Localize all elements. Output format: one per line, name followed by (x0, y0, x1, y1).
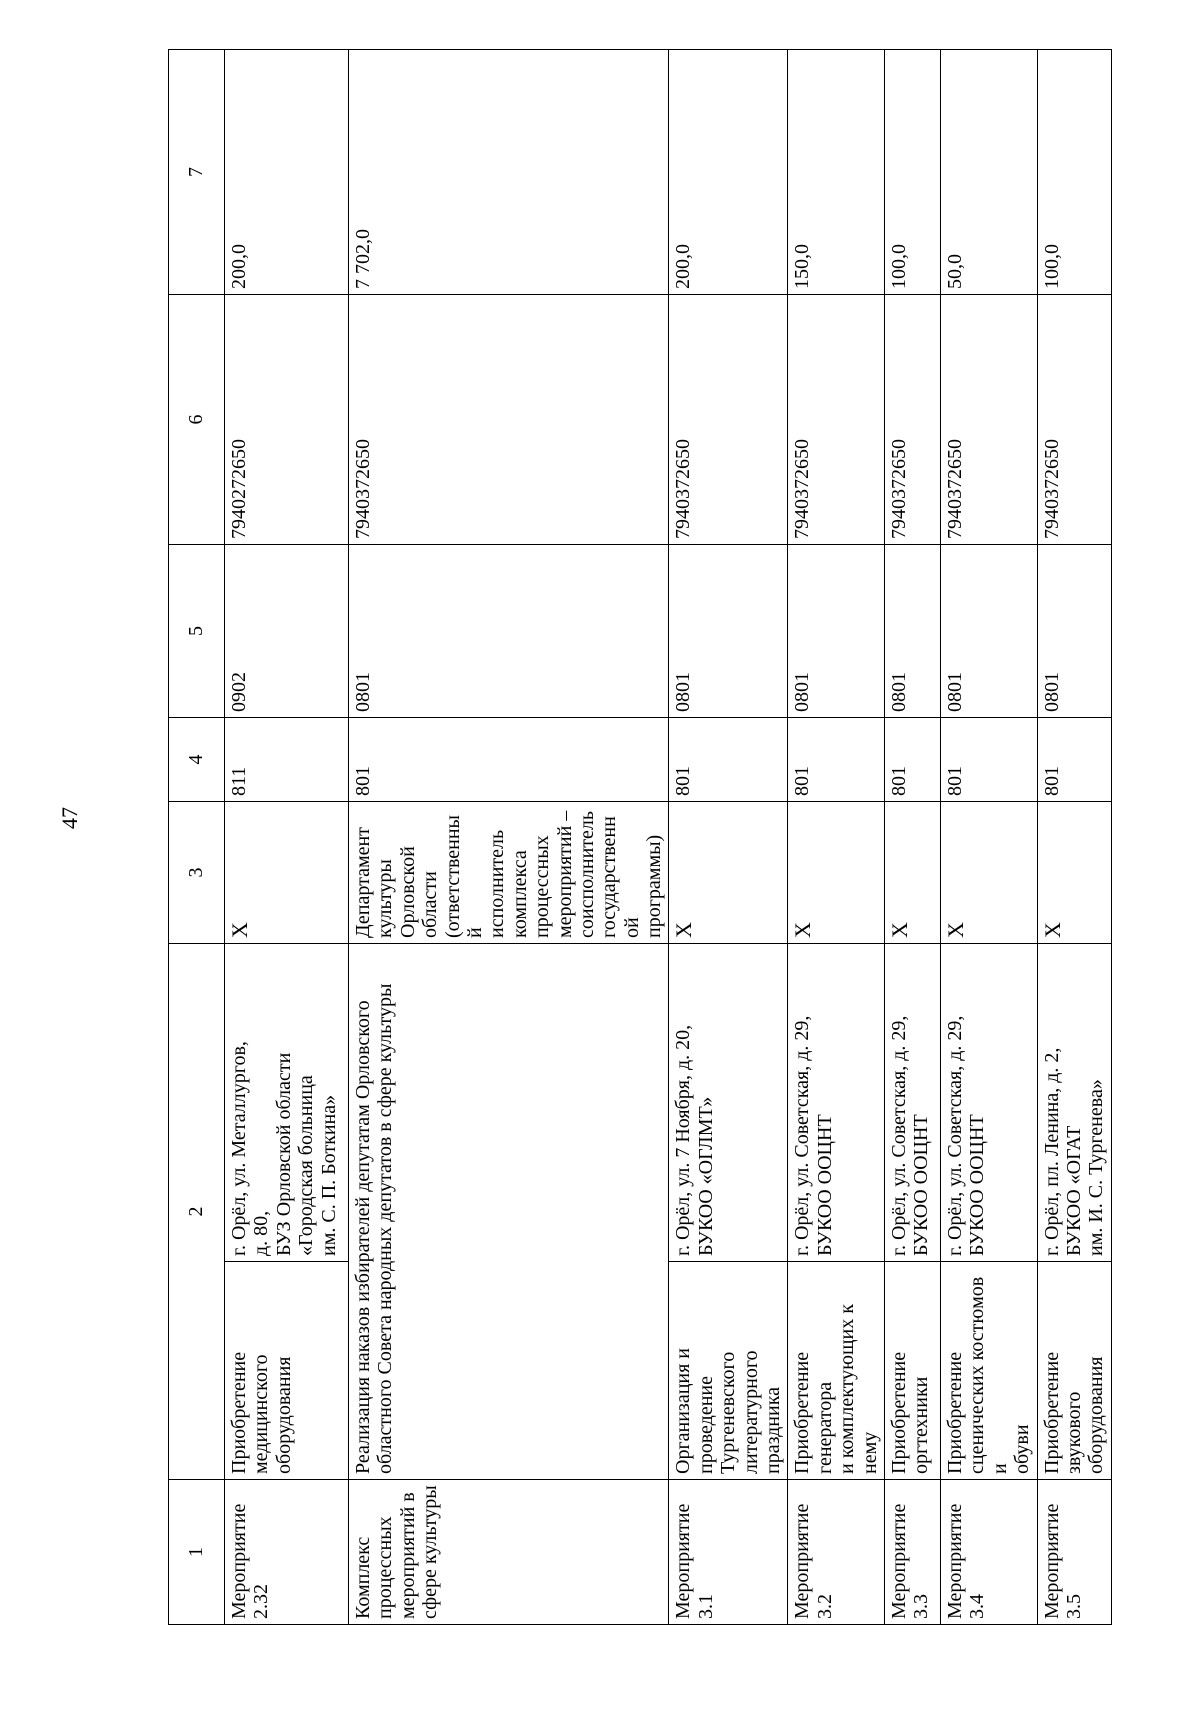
measure-address: г. Орёл, ул. Советская, д. 29, БУКОО ООЦНТ (884, 944, 940, 1262)
code-4: 811 (225, 718, 349, 802)
code-4: 801 (940, 718, 1037, 802)
code-5: 0801 (1037, 545, 1111, 718)
code-4: 801 (669, 718, 788, 802)
measure-description: Приобретение генератора и комплектующих к нему (788, 1262, 885, 1480)
measure-address: г. Орёл, ул. Советская, д. 29, БУКОО ООЦНТ (940, 944, 1037, 1262)
amount: 200,0 (669, 50, 788, 295)
measure-description: Приобретение оргтехники (884, 1262, 940, 1480)
measure-address: г. Орёл, ул. Металлургов, д. 80, БУЗ Орловской области «Городская больница им. С. П. Боткина» (225, 944, 349, 1262)
code-6: 7940372650 (349, 295, 669, 545)
header-row (169, 50, 225, 1625)
code-5: 0801 (788, 545, 885, 718)
code-4: 801 (1037, 718, 1111, 802)
code-4: 801 (788, 718, 885, 802)
code-6: 7940372650 (940, 295, 1037, 545)
measure-description: Приобретение звукового оборудования (1037, 1262, 1111, 1480)
measure-description: Приобретение медицинского оборудования (225, 1262, 349, 1480)
header-col-5: 5 (169, 545, 225, 718)
code-6: 7940372650 (669, 295, 788, 545)
table-row (940, 50, 1037, 1625)
code-6: 7940272650 (225, 295, 349, 545)
table-row (349, 50, 669, 1625)
measure-name: Мероприятие 3.2 (788, 1480, 885, 1625)
measure-name: Мероприятие 3.1 (669, 1480, 788, 1625)
measure-name: Мероприятие 3.5 (1037, 1480, 1111, 1625)
table-row (225, 50, 349, 1625)
code-4: 801 (349, 718, 669, 802)
program-table (168, 49, 1112, 1625)
table-row (669, 50, 788, 1625)
code-5: 0801 (940, 545, 1037, 718)
executor: X (225, 802, 349, 944)
executor: Департамент культуры Орловской области (ответственный исполнитель комплекса процессных мероприятий – соисполнитель государственной программы) (349, 802, 669, 944)
code-5: 0902 (225, 545, 349, 718)
executor: X (940, 802, 1037, 944)
rotated-page (168, 50, 1108, 1625)
measure-address: г. Орёл, ул. 7 Ноября, д. 20, БУКОО «ОГЛМТ» (669, 944, 788, 1262)
table-row (1037, 50, 1111, 1625)
measure-name: Мероприятие 3.3 (884, 1480, 940, 1625)
amount: 200,0 (225, 50, 349, 295)
header-col-7: 7 (169, 50, 225, 295)
page-number: 47 (57, 807, 82, 829)
code-4: 801 (884, 718, 940, 802)
header-col-1: 1 (169, 1480, 225, 1625)
executor: X (884, 802, 940, 944)
amount: 150,0 (788, 50, 885, 295)
code-5: 0801 (884, 545, 940, 718)
amount: 100,0 (884, 50, 940, 295)
measure-description: Приобретение сценических костюмов и обуви (940, 1262, 1037, 1480)
measure-description: Реализация наказов избирателей депутатам Орловского областного Совета народных депутатов в сфере культуры (349, 944, 669, 1480)
amount: 50,0 (940, 50, 1037, 295)
executor: X (669, 802, 788, 944)
header-col-6: 6 (169, 295, 225, 545)
header-col-2: 2 (169, 944, 225, 1480)
executor: X (1037, 802, 1111, 944)
header-col-3: 3 (169, 802, 225, 944)
measure-name: Мероприятие 3.4 (940, 1480, 1037, 1625)
measure-name: Мероприятие 2.32 (225, 1480, 349, 1625)
code-6: 7940372650 (788, 295, 885, 545)
amount: 7 702,0 (349, 50, 669, 295)
measure-address: г. Орёл, ул. Советская, д. 29, БУКОО ООЦНТ (788, 944, 885, 1262)
table-row (788, 50, 885, 1625)
code-6: 7940372650 (1037, 295, 1111, 545)
measure-description: Организация и проведение Тургеневского литературного праздника (669, 1262, 788, 1480)
code-6: 7940372650 (884, 295, 940, 545)
executor: X (788, 802, 885, 944)
measure-name: Комплекс процессных мероприятий в сфере культуры (349, 1480, 669, 1625)
code-5: 0801 (349, 545, 669, 718)
header-col-4: 4 (169, 718, 225, 802)
measure-address: г. Орёл, пл. Ленина, д. 2, БУКОО «ОГАТ им. И. С. Тургенева» (1037, 944, 1111, 1262)
amount: 100,0 (1037, 50, 1111, 295)
code-5: 0801 (669, 545, 788, 718)
table-row (884, 50, 940, 1625)
